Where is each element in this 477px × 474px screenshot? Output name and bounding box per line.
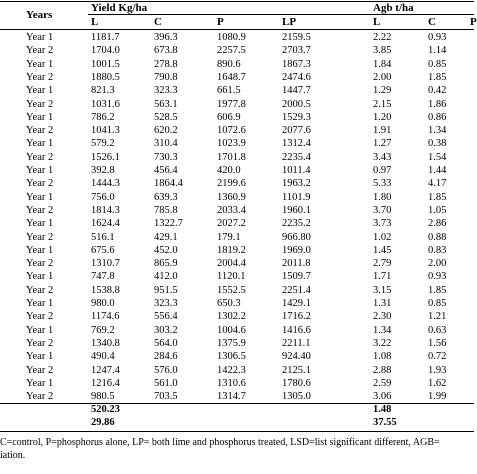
table-cell: 1.34 (428, 125, 447, 137)
column-header-yield-l: L (91, 16, 99, 28)
row-year-label: Year 2 (26, 284, 54, 296)
table-cell: 3.85 (373, 45, 392, 57)
row-year-label: Year 1 (26, 298, 54, 309)
table-cell: 1216.4 (91, 377, 120, 389)
cv-yield-value: 29.86 (91, 417, 115, 429)
table-cell: 2257.5 (217, 45, 246, 57)
column-header-yield-lp: LP (282, 16, 297, 28)
table-cell: 865.9 (154, 258, 178, 270)
lsd-yield-value: 520.23 (91, 404, 120, 416)
table-cell: 1080.9 (217, 32, 246, 43)
table-cell: 323.3 (154, 85, 178, 97)
table-cell: 1.85 (428, 191, 447, 203)
table-cell: 1101.9 (282, 191, 311, 203)
table-cell: 661.5 (217, 85, 241, 97)
table-cell: 323.3 (154, 298, 178, 309)
table-cell: 2.00 (428, 258, 447, 270)
table-cell: 1.08 (373, 351, 392, 363)
column-header-years: Years (26, 9, 53, 21)
table-cell: 2077.6 (282, 125, 311, 137)
table-cell: 1375.9 (217, 337, 246, 349)
table-cell: 2235.2 (282, 218, 311, 230)
table-cell: 412.0 (154, 271, 178, 283)
table-cell: 1526.1 (91, 151, 120, 163)
table-cell: 1624.4 (91, 218, 120, 230)
row-year-label: Year 2 (26, 178, 54, 190)
table-cell: 1.71 (373, 271, 392, 283)
table-cell: 1306.5 (217, 351, 246, 363)
table-cell: 1429.1 (282, 298, 311, 309)
table-cell: 1302.2 (217, 311, 246, 323)
table-cell: 1538.8 (91, 284, 120, 296)
table-cell: 1552.5 (217, 284, 246, 296)
table-cell: 1.91 (373, 125, 392, 137)
header-rule (0, 29, 474, 30)
table-cell: 576.0 (154, 364, 178, 376)
row-year-label: Year 2 (26, 311, 54, 323)
table-cell: 579.2 (91, 138, 115, 150)
table-cell: 747.8 (91, 271, 115, 283)
table-cell: 1.62 (428, 377, 447, 389)
table-cell: 561.0 (154, 377, 178, 389)
table-cell: 980.0 (91, 298, 115, 309)
table-cell: 1969.0 (282, 244, 311, 256)
row-year-label: Year 2 (26, 45, 54, 57)
footnote-line-1: C=control, P=phosphorus alone, LP= both lime and phosphorus treated, LSD=list significant different, AGB= (0, 437, 440, 449)
table-cell: 284.6 (154, 351, 178, 363)
table-cell: 1023.9 (217, 138, 246, 150)
table-cell: 4.17 (428, 178, 447, 190)
table-cell: 1181.7 (91, 32, 120, 43)
table-cell: 392.8 (91, 165, 115, 176)
table-cell: 2027.2 (217, 218, 246, 230)
table-cell: 924.40 (282, 351, 311, 363)
row-year-label: Year 2 (26, 204, 54, 216)
table-cell: 2.88 (373, 364, 392, 376)
table-cell: 730.3 (154, 151, 178, 163)
table-cell: 3.70 (373, 204, 392, 216)
table-cell: 2474.6 (282, 71, 311, 83)
table-cell: 1.85 (428, 71, 447, 83)
table-cell: 2199.6 (217, 178, 246, 190)
table-cell: 2211.1 (282, 337, 311, 349)
table-cell: 2004.4 (217, 258, 246, 270)
lsd-agb-value: 1.48 (373, 404, 392, 416)
row-year-label: Year 2 (26, 364, 54, 376)
table-cell: 0.63 (428, 324, 447, 336)
table-cell: 179.1 (217, 231, 241, 243)
table-cell: 1.99 (428, 391, 447, 403)
table-cell: 1.27 (373, 138, 392, 150)
row-year-label: Year 2 (26, 337, 54, 349)
table-cell: 1422.3 (217, 364, 246, 376)
table-cell: 1701.8 (217, 151, 246, 163)
table-cell: 452.0 (154, 244, 178, 256)
row-year-label: Year 1 (26, 32, 54, 43)
table-cell: 1.86 (428, 98, 447, 110)
column-group-yield: Yield Kg/ha (91, 2, 148, 14)
table-cell: 1041.3 (91, 125, 120, 137)
table-cell: 1864.4 (154, 178, 183, 190)
row-year-label: Year 1 (26, 218, 54, 230)
table-cell: 1314.7 (217, 391, 246, 403)
table-cell: 420.0 (217, 165, 241, 176)
table-cell: 303.2 (154, 324, 178, 336)
table-cell: 966.80 (282, 231, 311, 243)
table-cell: 1310.7 (91, 258, 120, 270)
table-cell: 1416.6 (282, 324, 311, 336)
table-cell: 1.29 (373, 85, 392, 97)
table-cell: 1031.6 (91, 98, 120, 110)
table-cell: 620.2 (154, 125, 178, 137)
table-cell: 1960.1 (282, 204, 311, 216)
table-cell: 639.3 (154, 191, 178, 203)
row-year-label: Year 1 (26, 165, 54, 176)
table-cell: 1.21 (428, 311, 447, 323)
group-underline (88, 14, 474, 15)
table-cell: 1.44 (428, 165, 447, 176)
table-cell: 5.33 (373, 178, 392, 190)
table-cell: 2.86 (428, 218, 447, 230)
table-cell: 1004.6 (217, 324, 246, 336)
row-year-label: Year 1 (26, 351, 54, 363)
table-cell: 0.93 (428, 271, 447, 283)
row-year-label: Year 1 (26, 324, 54, 336)
table-cell: 1247.4 (91, 364, 120, 376)
table-cell: 1780.6 (282, 377, 311, 389)
table-cell: 1.85 (428, 284, 447, 296)
table-cell: 3.73 (373, 218, 392, 230)
table-cell: 703.5 (154, 391, 178, 403)
table-cell: 1011.4 (282, 165, 311, 176)
table-cell: 3.43 (373, 151, 392, 163)
table-cell: 3.22 (373, 337, 392, 349)
row-year-label: Year 2 (26, 231, 54, 243)
table-cell: 1814.3 (91, 204, 120, 216)
table-cell: 1.84 (373, 58, 392, 70)
table-cell: 1360.9 (217, 191, 246, 203)
row-year-label: Year 1 (26, 85, 54, 97)
cv-agb-value: 37.55 (373, 417, 397, 429)
row-year-label: Year 2 (26, 151, 54, 163)
table-cell: 790.8 (154, 71, 178, 83)
table-cell: 673.8 (154, 45, 178, 57)
row-year-label: Year 1 (26, 244, 54, 256)
table-cell: 310.4 (154, 138, 178, 150)
table-cell: 650.3 (217, 298, 241, 309)
table-cell: 606.9 (217, 111, 241, 123)
table-cell: 556.4 (154, 311, 178, 323)
table-cell: 1322.7 (154, 218, 183, 230)
table-cell: 564.0 (154, 337, 178, 349)
table-cell: 0.83 (428, 244, 447, 256)
table-cell: 675.6 (91, 244, 115, 256)
body-rule (0, 403, 474, 404)
table-cell: 1310.6 (217, 377, 246, 389)
table-cell: 2.79 (373, 258, 392, 270)
table-cell: 1648.7 (217, 71, 246, 83)
table-cell: 1447.7 (282, 85, 311, 97)
row-year-label: Year 1 (26, 58, 54, 70)
table-cell: 1509.7 (282, 271, 311, 283)
row-year-label: Year 2 (26, 71, 54, 83)
table-cell: 821.3 (91, 85, 115, 97)
table-cell: 1072.6 (217, 125, 246, 137)
table-cell: 2033.4 (217, 204, 246, 216)
table-cell: 890.6 (217, 58, 241, 70)
table-cell: 951.5 (154, 284, 178, 296)
table-cell: 1704.0 (91, 45, 120, 57)
table-cell: 0.42 (428, 85, 447, 97)
table-cell: 1.54 (428, 151, 447, 163)
table-cell: 0.85 (428, 58, 447, 70)
column-header-agb-l: L (373, 16, 381, 28)
table-cell: 2011.8 (282, 258, 311, 270)
table-cell: 1001.5 (91, 58, 120, 70)
table-cell: 528.5 (154, 111, 178, 123)
table-cell: 2.59 (373, 377, 392, 389)
table-cell: 1.05 (428, 204, 447, 216)
column-header-yield-p: P (217, 16, 224, 28)
table-cell: 1.20 (373, 111, 392, 123)
table-cell: 429.1 (154, 231, 178, 243)
table-cell: 0.88 (428, 231, 447, 243)
row-year-label: Year 2 (26, 125, 54, 137)
table-cell: 1340.8 (91, 337, 120, 349)
table-cell: 1819.2 (217, 244, 246, 256)
row-year-label: Year 1 (26, 377, 54, 389)
table-cell: 769.2 (91, 324, 115, 336)
table-cell: 1.80 (373, 191, 392, 203)
column-group-agb: Agb t/ha (373, 2, 414, 14)
table-cell: 3.15 (373, 284, 392, 296)
table-cell: 0.93 (428, 32, 447, 43)
table-cell: 516.1 (91, 231, 115, 243)
table-cell: 2703.7 (282, 45, 311, 57)
table-cell: 1.02 (373, 231, 392, 243)
table-cell: 1.34 (373, 324, 392, 336)
column-header-yield-c: C (154, 16, 162, 28)
table-cell: 0.97 (373, 165, 392, 176)
table-cell: 396.3 (154, 32, 178, 43)
table-cell: 2251.4 (282, 284, 311, 296)
table-cell: 980.5 (91, 391, 115, 403)
table-cell: 1305.0 (282, 391, 311, 403)
table-cell: 1880.5 (91, 71, 120, 83)
table-cell: 2.22 (373, 32, 392, 43)
table-cell: 2.00 (373, 71, 392, 83)
table-cell: 2235.4 (282, 151, 311, 163)
table-cell: 3.06 (373, 391, 392, 403)
table-cell: 2159.5 (282, 32, 311, 43)
table-cell: 1.56 (428, 337, 447, 349)
footnote-line-2: iation. (0, 450, 26, 462)
table-cell: 2.15 (373, 98, 392, 110)
table-cell: 785.8 (154, 204, 178, 216)
row-year-label: Year 1 (26, 191, 54, 203)
bottom-rule (0, 431, 474, 432)
table-cell: 1120.1 (217, 271, 246, 283)
table-cell: 1963.2 (282, 178, 311, 190)
row-year-label: Year 1 (26, 138, 54, 150)
table-cell: 278.8 (154, 58, 178, 70)
row-year-label: Year 1 (26, 111, 54, 123)
table-cell: 0.38 (428, 138, 447, 150)
table-cell: 0.86 (428, 111, 447, 123)
table-cell: 786.2 (91, 111, 115, 123)
table-cell: 1529.3 (282, 111, 311, 123)
row-year-label: Year 2 (26, 98, 54, 110)
table-cell: 0.72 (428, 351, 447, 363)
table-cell: 2.30 (373, 311, 392, 323)
table-cell: 490.4 (91, 351, 115, 363)
table-cell: 1867.3 (282, 58, 311, 70)
row-year-label: Year 1 (26, 271, 54, 283)
row-year-label: Year 2 (26, 258, 54, 270)
table-cell: 1174.6 (91, 311, 120, 323)
table-cell: 1.31 (373, 298, 392, 309)
table-cell: 0.85 (428, 298, 447, 309)
table-cell: 1.93 (428, 364, 447, 376)
table-cell: 756.0 (91, 191, 115, 203)
table-cell: 563.1 (154, 98, 178, 110)
table-cell: 456.4 (154, 165, 178, 176)
table-cell: 1.45 (373, 244, 392, 256)
table-cell: 1312.4 (282, 138, 311, 150)
row-year-label: Year 2 (26, 391, 54, 403)
table-cell: 2000.5 (282, 98, 311, 110)
table-cell: 1716.2 (282, 311, 311, 323)
column-header-agb-p: P (470, 16, 477, 28)
column-header-agb-c: C (428, 16, 436, 28)
table-cell: 2125.1 (282, 364, 311, 376)
table-cell: 1977.8 (217, 98, 246, 110)
table-cell: 1444.3 (91, 178, 120, 190)
table-cell: 1.14 (428, 45, 447, 57)
